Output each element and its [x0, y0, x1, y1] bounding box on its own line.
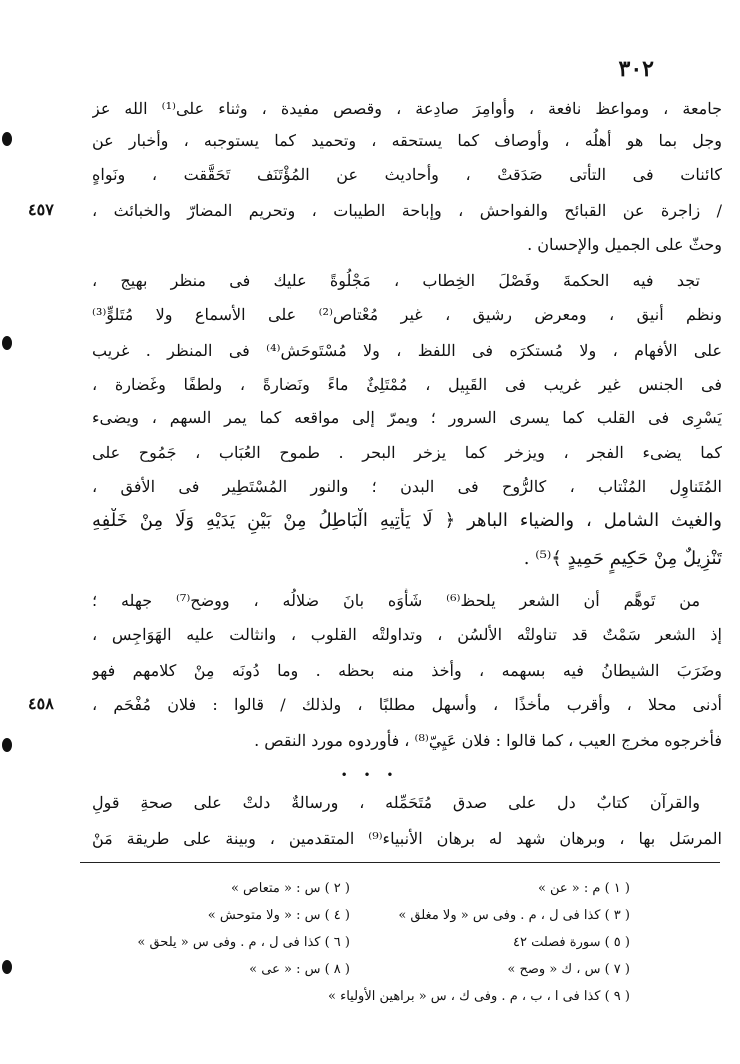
footnote: ( ٥ ) سورة فصلت ٤٢ [512, 935, 630, 950]
footnote: ( ١ ) م : « عن » [537, 881, 630, 896]
text-line: أدنى محلا ، وأقرب مأخذًا ، وأسهل مطلبًا ، ولذلك / قالوا : فلان مُفْحَم ، [92, 695, 722, 714]
text-line: وحثّ على الجميل والإحسان . [527, 235, 722, 254]
text-line: ونظم أنيق ، ومعرض رشيق ، غير مُعْتاص⁽²⁾ على الأسماع ولا مُتَلوٍّ⁽³⁾ [92, 305, 722, 324]
punch-hole-mark [2, 132, 12, 146]
margin-number: ٤٥٨ [28, 694, 54, 713]
footnotes-right-column [328, 876, 630, 1011]
footnote-rule [80, 862, 720, 863]
punch-hole-mark [2, 960, 12, 974]
text-line: المرسَل بها ، وبرهان شهد له برهان الأنبياء⁽⁹⁾ المتقدمين ، وبينة على طريقة مَنْ [92, 829, 722, 848]
footnotes-left-column [137, 876, 350, 984]
footnote: ( ٦ ) كذا فى ل ، م . وفى س « يلحق » [137, 935, 350, 950]
text-line: جامعة ، ومواعظ نافعة ، وأوامِرَ صادِعة ، وقصص مفيدة ، وثناء على⁽¹⁾ الله عز [92, 99, 722, 118]
text-line: على الأفهام ، ولا مُستكرَه فى اللفظ ، ولا مُسْتَوحَش⁽⁴⁾ فى المنظر . غريب [92, 341, 722, 360]
quran-verse-line: والغيث الشامل ، والضياء الباهر ﴿ لَا يَأْتِيهِ الْبَاطِلُ مِنْ بَيْنِ يَدَيْهِ وَلَا مِنْ خَلْفِهِ [92, 510, 722, 531]
text-line: فى الجنس غير غريب فى القَبِيل ، مُمْتَلِئٌ ماءً ونَضارةً ، ولطفًا وغَضارة ، [92, 375, 722, 394]
footnote: ( ٩ ) كذا فى ا ، ب ، م . وفى ك ، س « براهين الأولياء » [328, 989, 630, 1004]
punch-hole-mark [2, 738, 12, 752]
text-line: / زاجرة عن القبائح والفواحش ، وإباحة الطيبات ، وتحريم المضارّ والخبائث ، [92, 201, 722, 220]
text-line: كائنات فى التأتى صَدَقتْ ، وأحاديث عن المُؤْتَنَف تَحَقَّقت ، ونَواهٍ [92, 165, 722, 184]
text-line: إذ الشعر سَمْتٌ قد تناولتْه الألسُن ، وتداولتْه القلوب ، وانثالت عليه الهَوَاجِس ، [92, 625, 722, 644]
text-line: المُتَناوِل المُنْتاب ، كالرُّوح فى البدن ؛ والنور المُسْتَطِير فى الأفق ، [92, 477, 722, 496]
text-line: كما يضىء الفجر ، ويزخر كما يزخر البحر . طموح العُبَاب ، جَمُوح على [92, 443, 722, 462]
text-line: يَسْرِى فى القلب كما يسرى السرور ؛ ويمرّ إلى مواقعه كما يمر السهم ، ويضىء [92, 408, 722, 427]
footnote: ( ٣ ) كذا فى ل ، م . وفى س « ولا مغلق » [398, 908, 630, 923]
margin-number: ٤٥٧ [28, 200, 54, 219]
page-number: ٣٠٢ [618, 56, 654, 82]
footnote: ( ٨ ) س : « عى » [249, 962, 350, 977]
text-line: وضَرَبَ الشيطانُ فيه بسهمه ، وأخذ منه بحظه . وما دُونَه مِنْ كلامهم فهو [92, 661, 722, 680]
section-separator: • • • [340, 768, 400, 782]
footnote: ( ٤ ) س : « ولا متوحش » [207, 908, 350, 923]
text-line: وجل بما هو أهلُه ، وأوصاف كما يستحقه ، وتحميد كما يستوجبه ، وأخبار عن [92, 131, 722, 150]
text-line: تجد فيه الحكمةَ وفَصْلَ الخِطاب ، مَجْلُوةً عليك فى منظر بهيج ، [92, 271, 700, 290]
quran-verse-line: تَنْزِيلٌ مِنْ حَكِيمٍ حَمِيدٍ ﴾⁽⁵⁾ . [523, 548, 722, 569]
text-line: فأخرجوه مخرج العيب ، كما قالوا : فلان عَيِيّ⁽⁸⁾ ، فأوردوه مورد النقص . [254, 731, 722, 750]
text-line: من تَوهَّم أن الشعر يلحظ⁽⁶⁾ شَأْوَه بانَ ضلالُه ، ووضح⁽⁷⁾ جهله ؛ [92, 591, 701, 610]
footnote: ( ٧ ) س ، ك « وصح » [507, 962, 630, 977]
footnote: ( ٢ ) س : « متعاص » [230, 881, 350, 896]
text-line: والقرآن كتابٌ دل على صدق مُتَحَمِّله ، ورسالةٌ دلتْ على صحةِ قولِ [92, 793, 700, 812]
punch-hole-mark [2, 336, 12, 350]
